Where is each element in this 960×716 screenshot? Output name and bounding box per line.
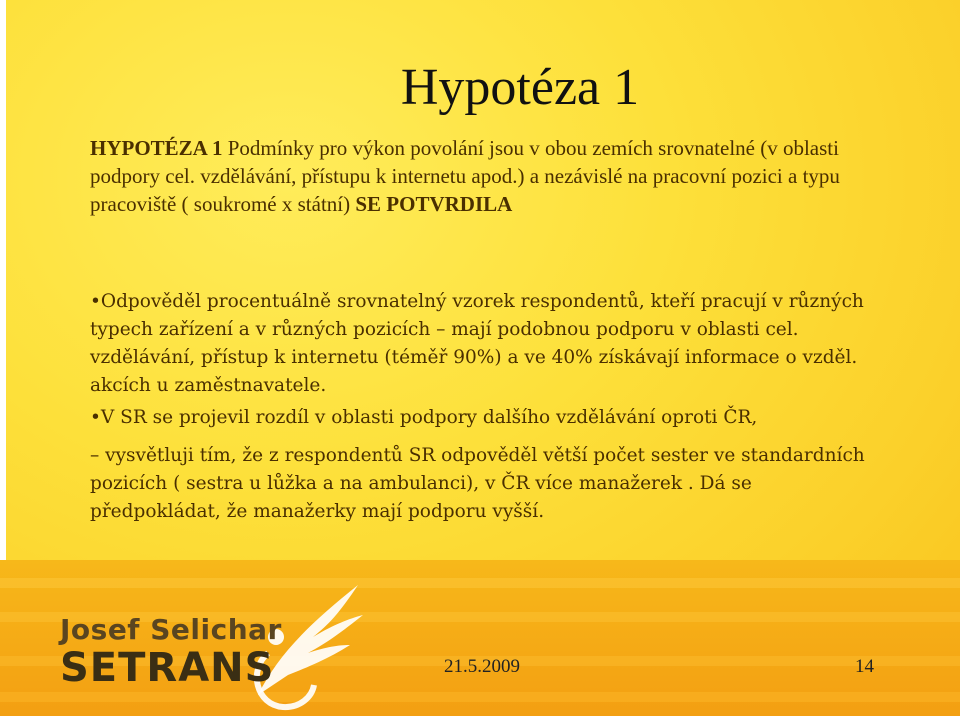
hypothesis-paragraph bbox=[90, 134, 870, 218]
bullet-1: •Odpověděl procentuálně srovnatelný vzorek respondentů, kteří pracují v různých typech zařízení a v různých pozicích – mají podobnou podporu v oblasti cel. vzdělávání, přístup k internetu (téměř 90%) a ve 40% získávají informace o vzděl. akcích u zaměstnavatele. bbox=[90, 291, 864, 396]
logo-line-2: SETRANS bbox=[60, 645, 275, 691]
hypothesis-verdict: SE POTVRDILA bbox=[355, 192, 513, 216]
page-number: 14 bbox=[855, 656, 874, 677]
company-logo bbox=[60, 614, 282, 690]
slide-title: Hypotéza 1 bbox=[400, 59, 640, 116]
bullet-3: – vysvětluji tím, že z respondentů SR odpověděl větší počet sester ve standardních pozicích ( sestra u lůžka a na ambulanci), v ČR více manažerek . Dá se předpokládat, že manažerky mají podporu vyšší. bbox=[90, 445, 865, 522]
bullet-2: •V SR se projevil rozdíl v oblasti podpory dalšího vzdělávání oproti ČR, bbox=[90, 407, 758, 428]
hypothesis-label: HYPOTÉZA 1 bbox=[90, 136, 223, 160]
hypothesis-text: Podmínky pro výkon povolání jsou v obou zemích srovnatelné (v oblasti podpory cel. vzdělávání, přístupu k internetu apod.) a nezávislé na pracovní pozici a typu pracoviště ( soukromé x státní) bbox=[90, 136, 840, 216]
logo-line-1: Josef Selichar bbox=[60, 613, 282, 646]
footer-date: 21.5.2009 bbox=[444, 656, 520, 677]
